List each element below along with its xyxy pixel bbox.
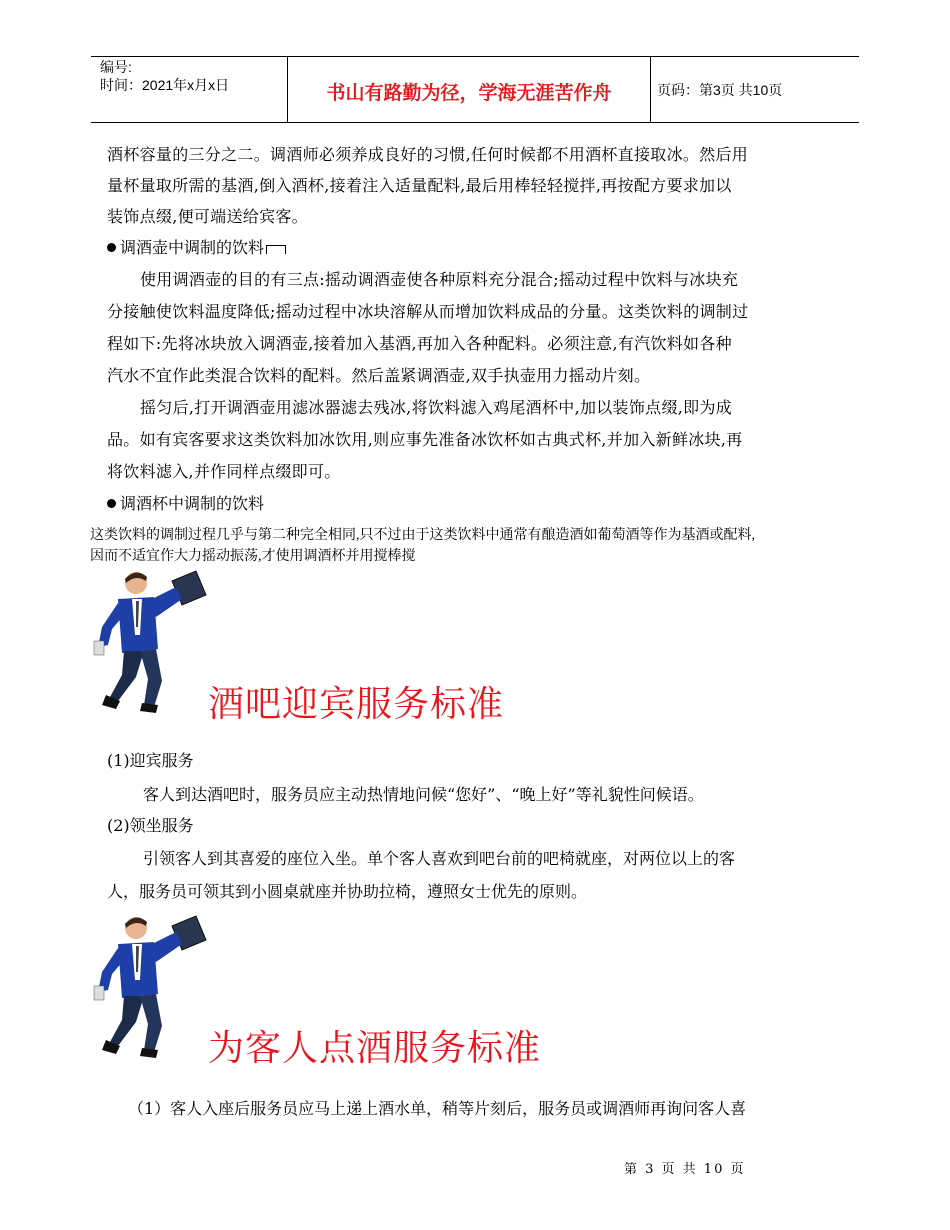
paragraph-line: 装饰点缀,便可端送给宾客。: [107, 207, 308, 226]
bullet-text: 调酒杯中调制的饮料: [120, 494, 265, 513]
running-businessman-image: [88, 565, 208, 715]
section-item-text: 引领客人到其喜爱的座位入坐。单个客人喜欢到吧台前的吧椅就座，对两位以上的客: [143, 849, 736, 868]
bullet-item-shaker: [107, 232, 286, 263]
header-page-label: 页码：第3页 共10页: [657, 82, 783, 98]
header-number-label: 编号:: [100, 59, 132, 75]
section-title-welcome-service: 酒吧迎宾服务标准: [208, 684, 505, 724]
section-item-text: （1）客人入座后服务员应马上递上酒水单，稍等片刻后，服务员或调酒师再询问客人喜: [128, 1099, 747, 1118]
paragraph-line: 汽水不宜作此类混合饮料的配料。然后盖紧调酒壶,双手执壶用力摇动片刻。: [107, 366, 651, 385]
header-motto: 书山有路勤为径，学海无涯苦作舟: [326, 83, 612, 104]
bullet-text: 调酒壶中调制的饮料: [120, 238, 265, 257]
section-item-heading: (2)领坐服务: [107, 816, 194, 835]
header-top-rule: [91, 56, 859, 57]
header-bottom-rule: [91, 122, 859, 123]
section-title-ordering-service: 为客人点酒服务标准: [208, 1028, 542, 1068]
paragraph-line: 品。如有宾客要求这类饮料加冰饮用,则应事先准备冰饮杯如古典式杯,并加入新鲜冰块,再: [107, 430, 743, 449]
paragraph-line: 将饮料滤入,并作同样点缀即可。: [107, 462, 341, 481]
bracket-mark-icon: [266, 245, 286, 254]
paragraph-line: 酒杯容量的三分之二。调酒师必须养成良好的习惯,任何时候都不用酒杯直接取冰。然后用: [107, 145, 749, 164]
paragraph-line: 量杯量取所需的基酒,倒入酒杯,接着注入适量配料,最后用棒轻轻搅拌,再按配方要求加以: [107, 176, 732, 195]
section-item-text: 客人到达酒吧时，服务员应主动热情地问候“您好”、“晚上好”等礼貌性问候语。: [143, 785, 704, 804]
paragraph-line: 分接触使饮料温度降低;摇动过程中冰块溶解从而增加饮料成品的分量。这类饮料的调制过: [107, 302, 749, 321]
header-divider-right: [650, 56, 651, 122]
running-businessman-image: [88, 910, 208, 1060]
bullet-dot-icon: [107, 499, 116, 508]
paragraph-line: 程如下:先将冰块放入调酒壶,接着加入基酒,再加入各种配料。必须注意,有汽饮料如各种: [107, 334, 732, 353]
bullet-item-mixing-glass: [107, 488, 264, 519]
section-item-heading: (1)迎宾服务: [107, 751, 194, 770]
paragraph-line: 摇匀后,打开调酒壶用滤冰器滤去残冰,将饮料滤入鸡尾酒杯中,加以装饰点缀,即为成: [140, 398, 733, 417]
small-paragraph-line: 因而不适宜作大力摇动振荡,才使用调酒杯并用搅棒搅: [90, 549, 416, 564]
footer-page-number: 第 3 页 共 10 页: [624, 1162, 746, 1177]
header-time-label: 时间：2021年x月x日: [100, 77, 230, 93]
small-paragraph-line: 这类饮料的调制过程几乎与第二种完全相同,只不过由于这类饮料中通常有酿造酒如葡萄酒等作为基酒或配料,: [90, 528, 755, 543]
bullet-dot-icon: [107, 243, 116, 252]
paragraph-line: 使用调酒壶的目的有三点:摇动调酒壶使各种原料充分混合;摇动过程中饮料与冰块充: [140, 270, 739, 289]
section-item-text: 人，服务员可领其到小圆桌就座并协助拉椅，遵照女士优先的原则。: [107, 882, 588, 901]
